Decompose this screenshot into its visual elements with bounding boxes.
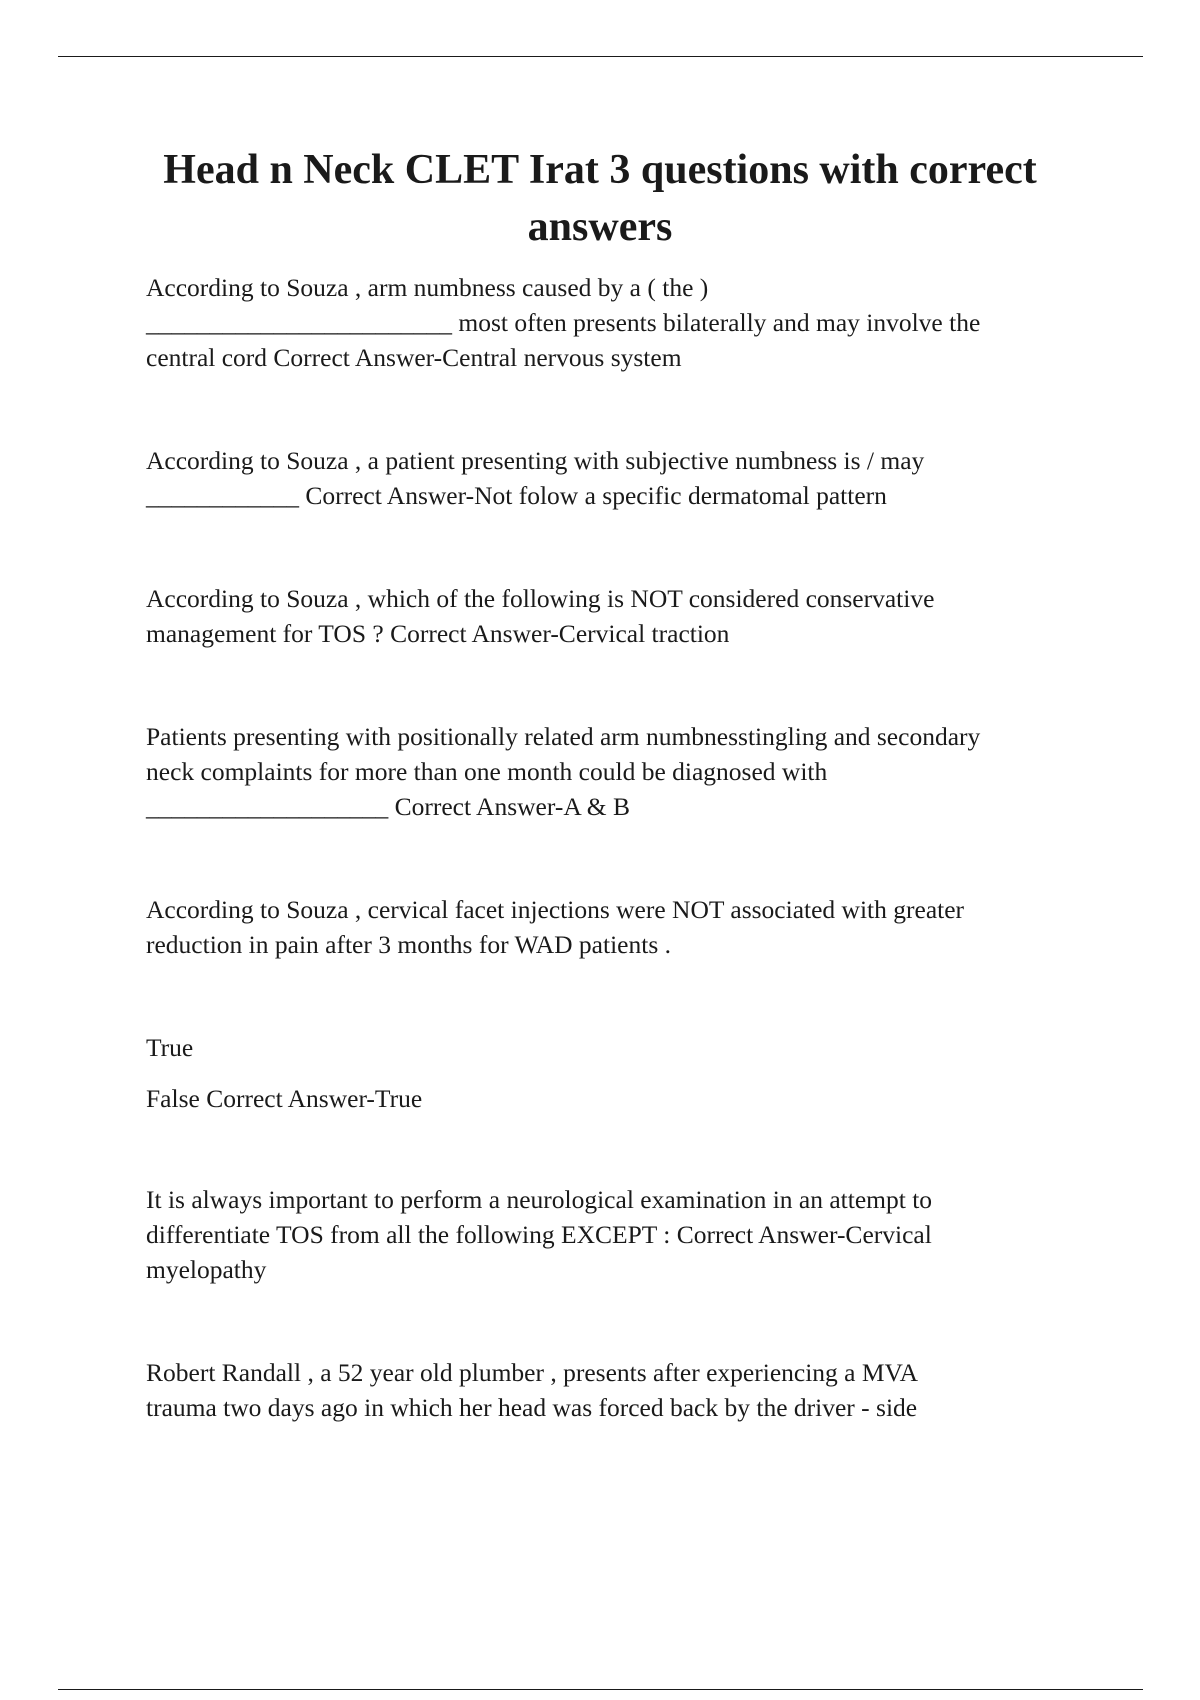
footer-rule: [58, 1689, 1143, 1690]
question-6: It is always important to perform a neurological examination in an attempt to differentiate TOS from all the following EXCEPT : Correct Answer-Cervical myelopathy: [146, 1185, 933, 1284]
question-4: Patients presenting with positionally related arm numbnesstingling and secondary neck complaints for more than one month could be diagnosed with ___________________ Correct Answer-A & B: [146, 722, 981, 821]
question-3: According to Souza , which of the following is NOT considered conservative management for TOS ? Correct Answer-Cervical traction: [146, 584, 935, 648]
answer-option-true: True: [146, 1033, 194, 1062]
document-body: [146, 270, 1076, 1425]
answer-option-false: False Correct Answer-True: [146, 1084, 423, 1113]
document-title: Head n Neck CLET Irat 3 questions with correct answers: [163, 147, 1037, 250]
header-rule: [58, 56, 1143, 57]
question-7: Robert Randall , a 52 year old plumber , presents after experiencing a MVA trauma two days ago in which her head was forced back by the driver - side: [146, 1358, 919, 1422]
question-5: According to Souza , cervical facet injections were NOT associated with greater reduction in pain after 3 months for WAD patients .: [146, 895, 965, 959]
question-2: According to Souza , a patient presenting with subjective numbness is / may ____________ Correct Answer-Not folow a specific dermatomal pattern: [146, 446, 925, 510]
question-1: According to Souza , arm numbness caused by a ( the ) ________________________ most often presents bilaterally and may involve the central cord Correct Answer-Central nervous system: [146, 273, 981, 372]
